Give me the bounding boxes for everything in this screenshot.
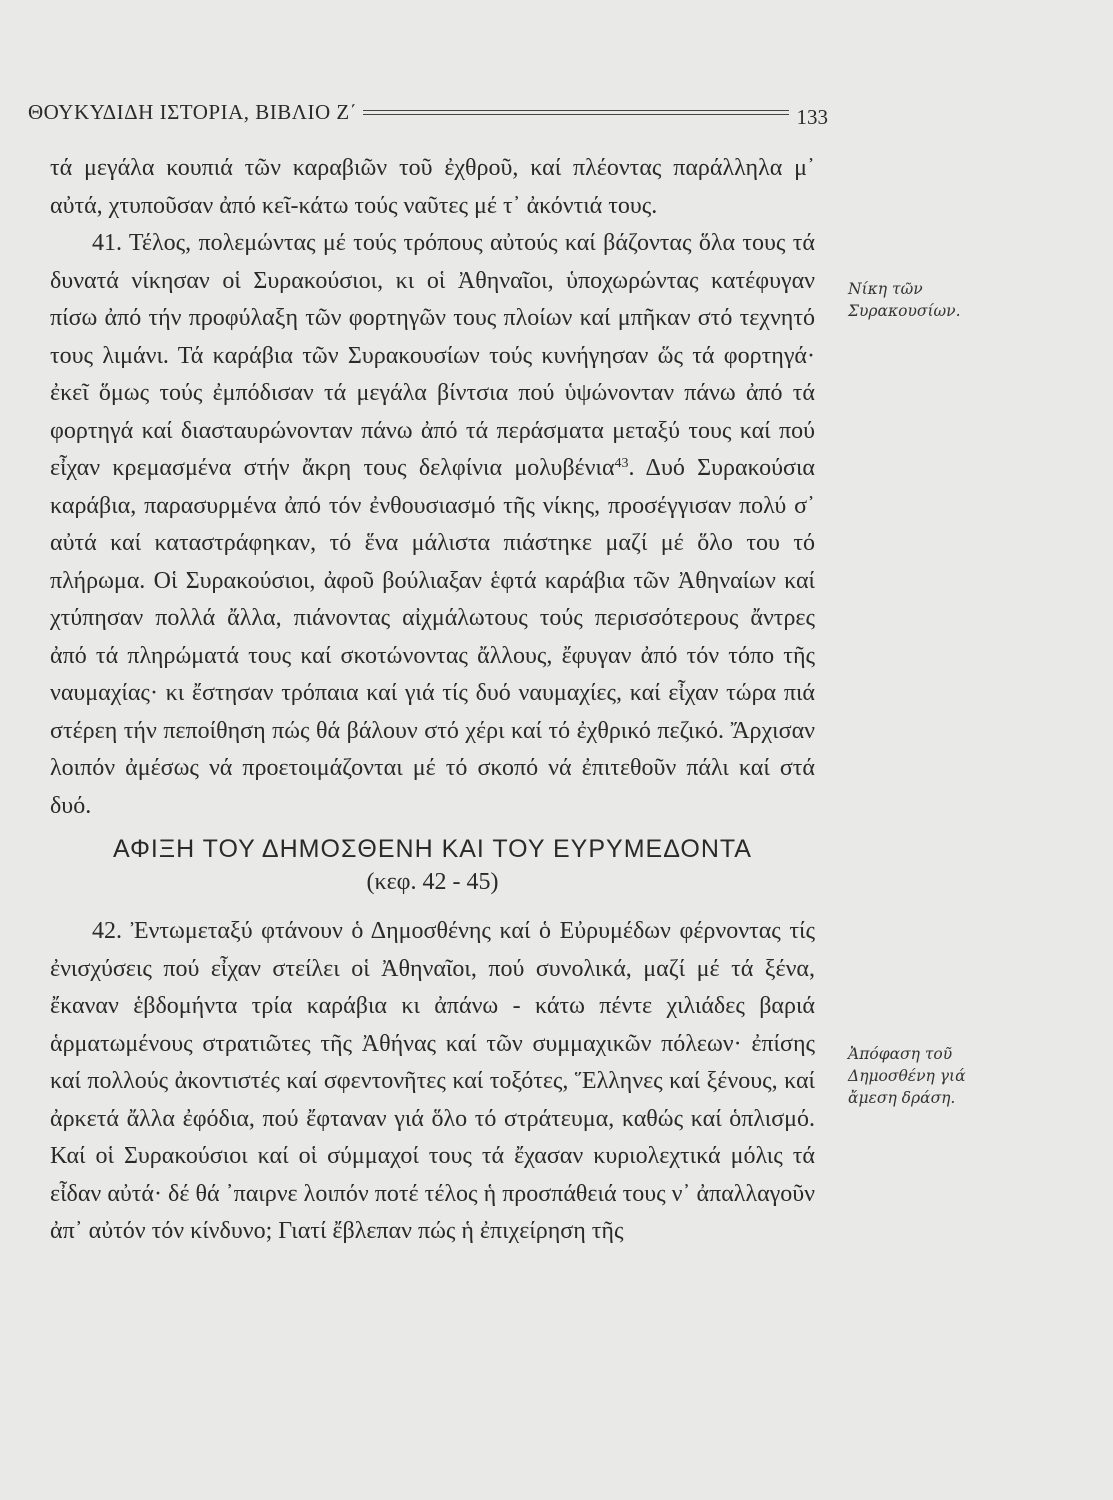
margin-note-victory: Νίκη τῶν Συρακουσίων.	[848, 280, 961, 320]
paragraph-42: 42. Ἐντωμεταξύ φτάνουν ὁ Δημοσθένης καί ὁ Εὐρυμέδων φέρνοντας τίς ἐνισχύσεις πού εἶχαν στείλει οἱ Ἀθηναῖοι, πού συνολικά, μαζί μέ τά ξένα, ἔκαναν ἑβδομήντα τρία καράβια κι ἀπάνω - κάτω πέντε χιλιάδες βαριά ἁρματωμένους στρατιῶτες τῆς Ἀθήνας καί τῶν συμμαχικῶν πόλεων· ἐπίσης καί πολλούς ἀκοντιστές καί σφεντονῆτες καί τοξότες, Ἕλληνες καί ξένους, καί ἀρκετά ἄλλα ἐφόδια, πού ἔφταναν γιά ὅλο τό στράτευμα, καθώς καί ὁπλισμό. Καί οἱ Συρακούσιοι καί οἱ σύμμαχοί τους τά ἔχασαν κυριολεχτικά μόλις τά εἶδαν αὐτά· δέ θά ᾽παιρνε λοιπόν ποτέ τέλος ἡ προσπάθειά τους ν᾽ ἀπαλλαγοῦν ἀπ᾽ αὐτόν τόν κίνδυνο; Γιατί ἔβλεπαν πώς ἡ ἐπιχείρηση τῆς	[50, 918, 815, 1244]
main-text	[50, 150, 815, 1251]
page-header	[28, 92, 828, 132]
section-chapters: (κεφ. 42 - 45)	[366, 869, 499, 895]
paragraph-41-part1: 41. Τέλος, πολεμώντας μέ τούς τρόπους αὐτούς καί βάζοντας ὅλα τους τά δυνατά νίκησαν οἱ Συρακούσιοι, κι οἱ Ἀθηναῖοι, ὑποχωρώντας κατέφυγαν πίσω ἀπό τήν προφύλαξη τῶν φορτηγῶν τους πλοίων καί μπῆκαν στό τεχνητό τους λιμάνι. Τά καράβια τῶν Συρακουσίων τούς κυνήγησαν ὥς τά φορτηγά· ἐκεῖ ὅμως τούς ἐμπόδισαν τά μεγάλα βίντσια πού ὑψώνονταν πάνω ἀπό τά φορτηγά καί διασταυρώνονταν πάνω ἀπό τά περάσματα μεταξύ τους καί πού εἶχαν κρεμασμένα στήν ἄκρη τους δελφίνια μολυβένια	[50, 230, 815, 481]
paragraph-41	[50, 225, 815, 825]
margin-note-decision: Ἀπόφαση τοῦ Δημοσθένη γιά ἄμεση δράση.	[848, 1045, 966, 1107]
header-rule	[363, 110, 788, 115]
page-number: 133	[796, 104, 828, 129]
paragraph-41-part2: . Δυό Συρακούσια καράβια, παρασυρμένα ἀπό τόν ἐνθουσιασμό τῆς νίκης, προσέγγισαν πολύ σ᾽ αὐτά καί καταστράφηκαν, τό ἕνα μάλιστα πιάστηκε μαζί μέ ὅλο του τό πλήρωμα. Οἱ Συρακούσιοι, ἀφοῦ βούλιαξαν ἑφτά καράβια τῶν Ἀθηναίων καί χτύπησαν πολλά ἄλλα, πιάνοντας αἰχμάλωτους τούς περισσότερους ἄντρες ἀπό τά πληρώματά τους καί σκοτώνοντας ἄλλους, ἔφυγαν ἀπό τόν τόπο τῆς ναυμαχίας· κι ἔστησαν τρόπαια καί γιά τίς δυό ναυμαχίες, καί εἶχαν τώρα πιά στέρεη τήν πεποίθηση πώς θά βάλουν στό χέρι καί τό ἐχθρικό πεζικό. Ἄρχισαν λοιπόν ἀμέσως νά προετοιμάζονται μέ τό σκοπό νά ἐπιτεθοῦν πάλι καί στά δυό.	[50, 455, 815, 819]
running-title: ΘΟΥΚΥΔΙΔΗ ΙΣΤΟΡΙΑ, ΒΙΒΛΙΟ Ζ΄	[28, 99, 358, 124]
section-heading: ΑΦΙΞΗ ΤΟΥ ΔΗΜΟΣΘΕΝΗ ΚΑΙ ΤΟΥ ΕΥΡΥΜΕΔΟΝΤΑ	[113, 835, 752, 863]
footnote-ref: 43	[614, 456, 629, 471]
paragraph-continuation: τά μεγάλα κουπιά τῶν καραβιῶν τοῦ ἐχθροῦ, καί πλέοντας παράλληλα μ᾽ αὐτά, χτυποῦσαν ἀπό κεῖ-κάτω τούς ναῦτες μέ τ᾽ ἀκόντιά τους.	[50, 155, 815, 219]
